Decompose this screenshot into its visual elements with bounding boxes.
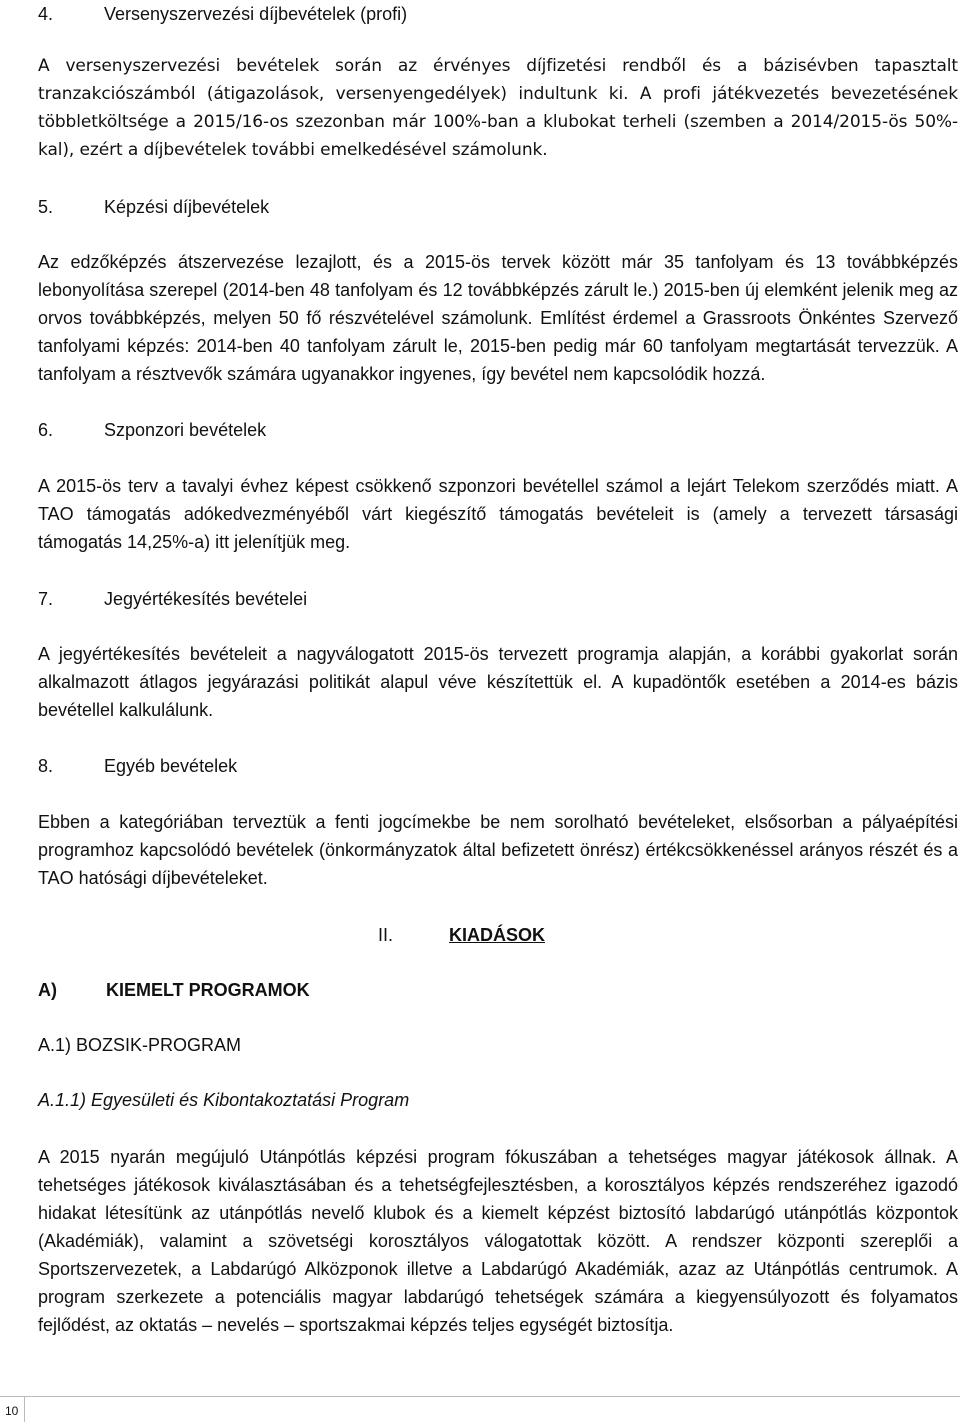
footer-rule-side bbox=[24, 1396, 25, 1422]
section-title: KIEMELT PROGRAMOK bbox=[106, 980, 310, 1000]
section-7-heading bbox=[38, 585, 958, 613]
chapter-number: II. bbox=[378, 925, 394, 945]
paragraph: Az edzőképzés átszervezése lezajlott, és a 2015-ös tervek között már 35 tanfolyam és 13 továbbképzés lebonyolítása szerepel (2014-ben 48 tanfolyam és 12 továbbképzés zárult le.) 2015-ben új elemként jelenik meg az orvos továbbképzés, melyen 50 fő részvételével számolunk. Említést érdemel a Grassroots Önkéntes Szervező tanfolyami képzés: 2014-ben 40 tanfolyam zárult le, 2015-ben pedig már 60 tanfolyam megtartását tervezzük. A tanfolyam a résztvevők számára ugyanakkor ingyenes, így bevétel nem kapcsolódik hozzá. bbox=[38, 252, 958, 384]
section-4-body bbox=[38, 52, 958, 164]
footer-rule bbox=[0, 1396, 960, 1397]
paragraph: A 2015-ös terv a tavalyi évhez képest csökkenő szponzori bevétellel számol a lejárt Telekom szerződés miatt. A TAO támogatás adókedvezményéből várt kiegészítő támogatás bevételeit is (amely a tervezett társasági támogatás 14,25%-a) itt jelenítjük meg. bbox=[38, 476, 958, 552]
paragraph: A versenyszervezési bevételek során az érvényes díjfizetési rendből és a bázisévben tapasztalt tranzakciószámból (átigazolások, versenyengedélyek) indultunk ki. A profi játékvezetés bevezetésének többletköltsége a 2015/16-os szezonban már 100%-ban a klubokat terheli (szemben a 2014/2015-ös 50%-kal), ezért a díjbevételek további emelkedésével számolunk. bbox=[38, 56, 958, 160]
paragraph: A 2015 nyarán megújuló Utánpótlás képzési program fókuszában a tehetséges magyar játékosok állnak. A tehetséges játékosok kiválasztásában és a tehetségfejlesztésben, a korosztályos képzés rendszeréhez igazodó hidakat létesítünk az utánpótlás nevelő klubok és a kiemelt képzést biztosító labdarúgó utánpótlás központok (Akadémiák), valamint a szövetségi korosztályos válogatottak között. A rendszer központi szereplői a Sportszervezetek, a Labdarúgó Alközponok illetve a Labdarúgó Akadémiák, azaz az Utánpótlás centrumok. A program szerkezete a potenciális magyar labdarúgó tehetségek számára a kiegyensúlyozott és folyamatos fejlődést, az oktatás – nevelés – sportszakmai képzés teljes egységét biztosítja. bbox=[38, 1147, 958, 1335]
section-title: A.1.1) Egyesületi és Kibontakoztatási Program bbox=[38, 1090, 410, 1110]
section-number: A) bbox=[38, 980, 57, 1000]
section-title: Egyéb bevételek bbox=[104, 756, 238, 776]
section-number: 6. bbox=[38, 420, 54, 440]
paragraph: A jegyértékesítés bevételeit a nagyválogatott 2015-ös tervezett programja alapján, a korábbi gyakorlat során alkalmazott átlagos jegyárazási politikát alapul véve készítettük el. A kupadöntők esetében a 2014-es bázis bevétellel kalkulálunk. bbox=[38, 644, 958, 720]
section-5-heading bbox=[38, 193, 958, 221]
section-title: Versenyszervezési díjbevételek (profi) bbox=[104, 4, 408, 24]
section-6-heading bbox=[38, 416, 958, 444]
section-a1-heading bbox=[38, 1031, 958, 1059]
section-title: A.1) BOZSIK-PROGRAM bbox=[38, 1035, 242, 1055]
section-number: 5. bbox=[38, 197, 54, 217]
section-title: Szponzori bevételek bbox=[104, 420, 267, 440]
section-number: 8. bbox=[38, 756, 54, 776]
section-title: Jegyértékesítés bevételei bbox=[104, 589, 308, 609]
section-a11-heading bbox=[38, 1086, 958, 1114]
page-number: 10 bbox=[5, 1404, 19, 1418]
section-8-body bbox=[38, 808, 958, 892]
section-number: 4. bbox=[38, 4, 54, 24]
section-title: Képzési díjbevételek bbox=[104, 197, 270, 217]
chapter-title: KIADÁSOK bbox=[449, 925, 546, 945]
section-number: 7. bbox=[38, 589, 54, 609]
section-4-heading bbox=[38, 0, 958, 28]
section-5-body bbox=[38, 248, 958, 388]
section-a-heading bbox=[38, 976, 310, 1004]
section-a11-body bbox=[38, 1143, 958, 1339]
paragraph: Ebben a kategóriában terveztük a fenti jogcímekbe be nem sorolható bevételeket, elsősorban a pályaépítési programhoz kapcsolódó bevételek (önkormányzatok által befizetett önrész) értékcsökkenéssel arányos részét és a TAO hatósági díjbevételeket. bbox=[38, 812, 958, 888]
section-6-body bbox=[38, 472, 958, 556]
section-8-heading bbox=[38, 752, 958, 780]
section-7-body bbox=[38, 640, 958, 724]
